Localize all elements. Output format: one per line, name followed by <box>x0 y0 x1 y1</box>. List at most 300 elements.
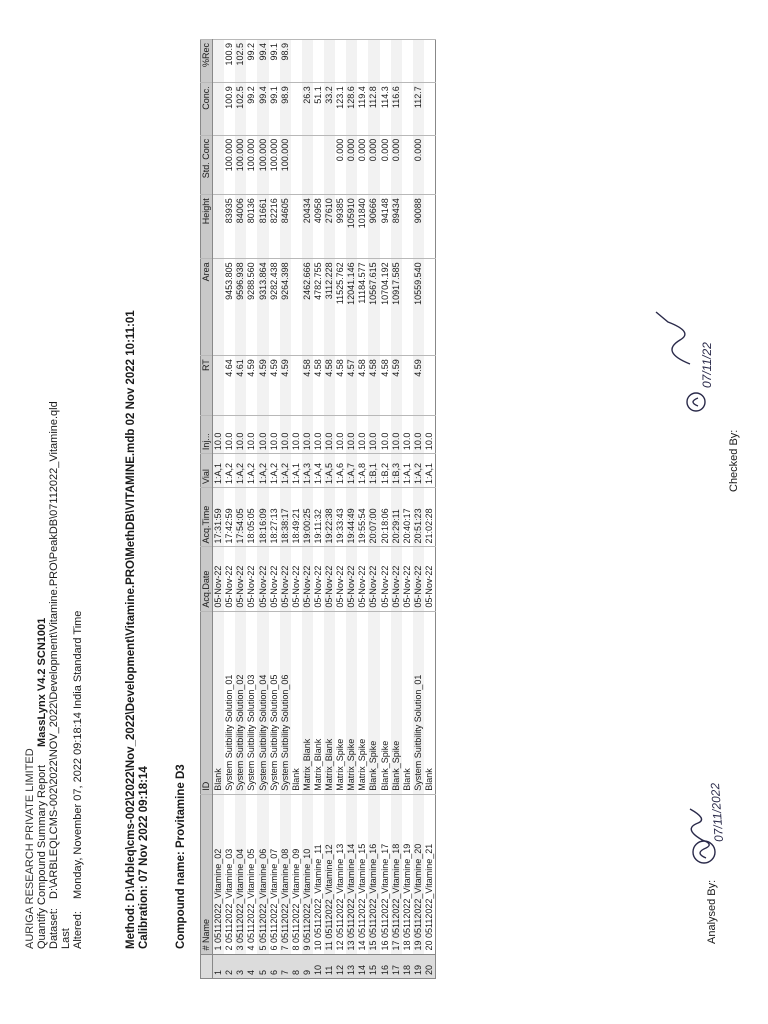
cell-area: 2462.666 <box>302 259 313 356</box>
cell-rt: 4.61 <box>235 356 246 415</box>
cell-rt <box>291 356 302 415</box>
cell-id: Matrix_Blank <box>324 611 335 794</box>
cell-std <box>313 135 324 194</box>
cell-height: 40958 <box>313 195 324 259</box>
cell-std: 100.000 <box>224 135 235 194</box>
cell-id: System Suitbility Solution_01 <box>413 611 424 794</box>
cell-area: 10567.615 <box>368 259 379 356</box>
cell-height: 20434 <box>302 195 313 259</box>
cell-vial: 1:B,1 <box>368 454 379 488</box>
cell-height: 99385 <box>335 195 346 259</box>
table-row <box>380 40 391 979</box>
cell-rt <box>213 356 225 415</box>
cell-conc: 119.4 <box>357 83 368 135</box>
cell-id: Matrix_Spike <box>357 611 368 794</box>
cell-id: Matrix_Blank <box>313 611 324 794</box>
cell-std <box>324 135 335 194</box>
cell-rec: 102.5 <box>235 40 246 83</box>
cell-rt <box>402 356 413 415</box>
cell-rt: 4.58 <box>368 356 379 415</box>
cell-rt: 4.59 <box>269 356 280 415</box>
cell-height: 90666 <box>368 195 379 259</box>
cell-time: 20:51:23 <box>413 487 424 546</box>
cell-inj: 10.0 <box>368 415 379 453</box>
cell-name: 5 05112022_Vitamine_06 <box>257 794 268 954</box>
cell-rec <box>368 40 379 83</box>
cell-rt: 4.57 <box>346 356 357 415</box>
cell-id: Matrix_Spike <box>335 611 346 794</box>
cell-time: 21:02:28 <box>424 487 436 546</box>
cell-std: 0.000 <box>391 135 402 194</box>
cell-date: 05-Nov-22 <box>357 547 368 611</box>
table-row <box>368 40 379 979</box>
cell-area: 9313.864 <box>257 259 268 356</box>
last-altered-line <box>60 401 84 949</box>
table-row <box>424 40 436 979</box>
cell-rt: 4.59 <box>280 356 291 415</box>
cell-time: 19:33:43 <box>335 487 346 546</box>
table-row <box>246 40 257 979</box>
cell-rec: 99.1 <box>269 40 280 83</box>
row-number: 5 <box>257 954 268 978</box>
cell-rt: 4.58 <box>380 356 391 415</box>
row-number: 6 <box>269 954 280 978</box>
cell-std <box>424 135 436 194</box>
cell-height: 80136 <box>246 195 257 259</box>
cell-id: Matrix_Blank <box>302 611 313 794</box>
cell-rt: 4.58 <box>324 356 335 415</box>
cell-conc: 116.6 <box>391 83 402 135</box>
cell-inj: 10.0 <box>213 415 225 453</box>
cell-date: 05-Nov-22 <box>235 547 246 611</box>
cell-rt <box>424 356 436 415</box>
row-number: 11 <box>324 954 335 978</box>
cell-inj: 10.0 <box>291 415 302 453</box>
dataset-label: Dataset: <box>48 908 60 949</box>
cell-inj: 10.0 <box>380 415 391 453</box>
cell-vial: 1:A,4 <box>313 454 324 488</box>
cell-name: 8 05112022_Vitamine_09 <box>291 794 302 954</box>
cell-name: 20 05112022_Vitamine_21 <box>424 794 436 954</box>
row-number: 12 <box>335 954 346 978</box>
cell-rec <box>402 40 413 83</box>
cell-id: Blank <box>424 611 436 794</box>
cell-rec: 99.2 <box>246 40 257 83</box>
cell-date: 05-Nov-22 <box>346 547 357 611</box>
cell-time: 19:11:32 <box>313 487 324 546</box>
organization-name: AURIGA RESEARCH PRIVATE LIMITED <box>24 748 36 949</box>
cell-name: 12 05112022_Vitamine_13 <box>335 794 346 954</box>
cell-date: 05-Nov-22 <box>368 547 379 611</box>
cell-area: 9453.805 <box>224 259 235 356</box>
cell-time: 19:55:54 <box>357 487 368 546</box>
cell-date: 05-Nov-22 <box>302 547 313 611</box>
column-header-rec: %Rec <box>201 40 213 83</box>
cell-std: 0.000 <box>380 135 391 194</box>
cell-name: 6 05112022_Vitamine_07 <box>269 794 280 954</box>
cell-time: 20:18:06 <box>380 487 391 546</box>
cell-date: 05-Nov-22 <box>413 547 424 611</box>
table-row <box>413 40 424 979</box>
cell-time: 17:54:05 <box>235 487 246 546</box>
cell-date: 05-Nov-22 <box>246 547 257 611</box>
row-number: 16 <box>380 954 391 978</box>
cell-rec <box>213 40 225 83</box>
cell-rt: 4.58 <box>357 356 368 415</box>
cell-rt: 4.58 <box>302 356 313 415</box>
column-header-std-conc: Std. Conc <box>201 135 213 194</box>
cell-name: 10 05112022_Vitamine_11 <box>313 794 324 954</box>
cell-std <box>302 135 313 194</box>
cell-date: 05-Nov-22 <box>291 547 302 611</box>
cell-height <box>402 195 413 259</box>
cell-inj: 10.0 <box>235 415 246 453</box>
cell-date: 05-Nov-22 <box>280 547 291 611</box>
last-altered-value: Monday, November 07, 2022 09:18:14 India Standard Time <box>72 610 84 899</box>
cell-std <box>402 135 413 194</box>
table-row <box>402 40 413 979</box>
column-header-height: Height <box>201 195 213 259</box>
cell-time: 18:27:13 <box>269 487 280 546</box>
cell-inj: 10.0 <box>257 415 268 453</box>
cell-id: System Suitbility Solution_04 <box>257 611 268 794</box>
cell-name: 3 05112022_Vitamine_04 <box>235 794 246 954</box>
cell-rt: 4.59 <box>413 356 424 415</box>
cell-height: 82216 <box>269 195 280 259</box>
cell-id: System Suitbility Solution_05 <box>269 611 280 794</box>
cell-inj: 10.0 <box>302 415 313 453</box>
cell-inj: 10.0 <box>335 415 346 453</box>
cell-conc: 99.2 <box>246 83 257 135</box>
column-header-id: ID <box>201 611 213 794</box>
cell-time: 19:44:49 <box>346 487 357 546</box>
cell-vial: 1:A,2 <box>246 454 257 488</box>
cell-conc <box>213 83 225 135</box>
report-title: Quantify Compound Summary Report <box>36 764 48 949</box>
cell-area: 4782.755 <box>313 259 324 356</box>
cell-height: 89434 <box>391 195 402 259</box>
analysed-by-label: Analysed By: <box>706 879 718 944</box>
cell-inj: 10.0 <box>424 415 436 453</box>
row-number: 9 <box>302 954 313 978</box>
cell-name: 11 05112022_Vitamine_12 <box>324 794 335 954</box>
cell-rt: 4.58 <box>335 356 346 415</box>
cell-rec: 98.9 <box>280 40 291 83</box>
cell-std: 100.000 <box>269 135 280 194</box>
software-version: MassLynx V4.2 SCN1001 <box>36 617 48 747</box>
cell-std: 100.000 <box>257 135 268 194</box>
cell-rt: 4.64 <box>224 356 235 415</box>
cell-height: 84605 <box>280 195 291 259</box>
cell-inj: 10.0 <box>224 415 235 453</box>
row-number: 14 <box>357 954 368 978</box>
cell-inj: 10.0 <box>357 415 368 453</box>
cell-time: 20:29:11 <box>391 487 402 546</box>
cell-date: 05-Nov-22 <box>269 547 280 611</box>
cell-inj: 10.0 <box>246 415 257 453</box>
row-number: 8 <box>291 954 302 978</box>
cell-inj: 10.0 <box>324 415 335 453</box>
cell-height: 101840 <box>357 195 368 259</box>
table-row <box>269 40 280 979</box>
table-row <box>291 40 302 979</box>
cell-conc: 99.1 <box>269 83 280 135</box>
table-row <box>224 40 235 979</box>
cell-rec <box>346 40 357 83</box>
cell-time: 20:40:17 <box>402 487 413 546</box>
cell-date: 05-Nov-22 <box>324 547 335 611</box>
cell-height: 94148 <box>380 195 391 259</box>
cell-date: 05-Nov-22 <box>391 547 402 611</box>
cell-vial: 1:B,3 <box>391 454 402 488</box>
cell-id: Blank <box>291 611 302 794</box>
cell-area: 11184.577 <box>357 259 368 356</box>
dataset-path: D:\ARBLEQLCMS-002\2022\NOV_2022\Development\Vitamine.PRO\PeakDB\07112022_Vitamine.qld <box>48 401 60 899</box>
row-number: 17 <box>391 954 402 978</box>
cell-rec <box>357 40 368 83</box>
cell-height: 84006 <box>235 195 246 259</box>
cell-inj: 10.0 <box>391 415 402 453</box>
cell-area <box>213 259 225 356</box>
row-number: 7 <box>280 954 291 978</box>
cell-area <box>402 259 413 356</box>
cell-vial: 1:A,2 <box>413 454 424 488</box>
cell-conc: 100.9 <box>224 83 235 135</box>
cell-rt: 4.59 <box>257 356 268 415</box>
cell-vial: 1:A,3 <box>302 454 313 488</box>
row-number: 1 <box>213 954 225 978</box>
cell-vial: 1:A,2 <box>257 454 268 488</box>
cell-inj: 10.0 <box>269 415 280 453</box>
cell-std: 100.000 <box>280 135 291 194</box>
cell-vial: 1:A,1 <box>424 454 436 488</box>
cell-name: 4 05112022_Vitamine_05 <box>246 794 257 954</box>
cell-vial: 1:A,1 <box>213 454 225 488</box>
column-header-area: Area <box>201 259 213 356</box>
cell-time: 18:16:09 <box>257 487 268 546</box>
cell-time: 17:42:59 <box>224 487 235 546</box>
cell-height: 105910 <box>346 195 357 259</box>
cell-conc <box>291 83 302 135</box>
cell-area <box>424 259 436 356</box>
cell-inj: 10.0 <box>280 415 291 453</box>
cell-vial: 1:A,2 <box>224 454 235 488</box>
report-header <box>24 401 84 949</box>
cell-time: 20:07:00 <box>368 487 379 546</box>
cell-vial: 1:A,2 <box>235 454 246 488</box>
cell-area: 12041.146 <box>346 259 357 356</box>
checked-signature-mark <box>660 304 730 424</box>
cell-id: System Suitbility Solution_01 <box>224 611 235 794</box>
cell-name: 18 05112022_Vitamine_19 <box>402 794 413 954</box>
cell-date: 05-Nov-22 <box>224 547 235 611</box>
cell-time: 18:49:21 <box>291 487 302 546</box>
cell-rec: 100.9 <box>224 40 235 83</box>
table-row <box>313 40 324 979</box>
dataset-line <box>48 401 60 949</box>
analysed-signature-date: 07/11/2022 <box>707 782 727 843</box>
column-header-rt: RT <box>201 356 213 415</box>
cell-vial: 1:A,2 <box>269 454 280 488</box>
table-row <box>335 40 346 979</box>
row-number: 13 <box>346 954 357 978</box>
cell-area: 9282.438 <box>269 259 280 356</box>
cell-name: 17 05112022_Vitamine_18 <box>391 794 402 954</box>
cell-rt: 4.59 <box>246 356 257 415</box>
table-row <box>324 40 335 979</box>
cell-rec: 99.4 <box>257 40 268 83</box>
cell-conc: 102.5 <box>235 83 246 135</box>
cell-rec <box>313 40 324 83</box>
compound-name: Compound name: Provitamine D3 <box>175 764 187 949</box>
cell-height: 90088 <box>413 195 424 259</box>
column-header-inj: Inj... <box>201 415 213 453</box>
cell-date: 05-Nov-22 <box>213 547 225 611</box>
cell-inj: 10.0 <box>413 415 424 453</box>
cell-name: 2 05112022_Vitamine_03 <box>224 794 235 954</box>
cell-height: 27610 <box>324 195 335 259</box>
cell-inj: 10.0 <box>346 415 357 453</box>
row-number: 18 <box>402 954 413 978</box>
cell-conc: 26.3 <box>302 83 313 135</box>
cell-vial: 1:B,2 <box>380 454 391 488</box>
column-header-name: # Name <box>201 794 213 954</box>
cell-std <box>213 135 225 194</box>
cell-height <box>291 195 302 259</box>
cell-rec <box>324 40 335 83</box>
cell-std: 0.000 <box>413 135 424 194</box>
row-number: 4 <box>246 954 257 978</box>
cell-conc: 123.1 <box>335 83 346 135</box>
cell-std: 0.000 <box>368 135 379 194</box>
cell-std: 0.000 <box>346 135 357 194</box>
cell-conc: 33.2 <box>324 83 335 135</box>
cell-rec <box>380 40 391 83</box>
cell-area: 10704.192 <box>380 259 391 356</box>
cell-id: System Suitbility Solution_03 <box>246 611 257 794</box>
cell-conc: 112.7 <box>413 83 424 135</box>
cell-rt: 4.59 <box>391 356 402 415</box>
cell-conc: 98.9 <box>280 83 291 135</box>
cell-conc: 112.8 <box>368 83 379 135</box>
cell-std: 100.000 <box>235 135 246 194</box>
table-header-row <box>201 40 213 979</box>
calibration-line: Calibration: 07 Nov 2022 09:18:14 <box>138 766 150 949</box>
cell-vial: 1:A,5 <box>324 454 335 488</box>
cell-vial: 1:A,1 <box>402 454 413 488</box>
checked-by-label: Checked By: <box>728 429 740 492</box>
checked-signature-date: 07/11/22 <box>700 342 714 388</box>
row-number-header <box>201 954 213 978</box>
cell-rec <box>413 40 424 83</box>
cell-area: 10917.585 <box>391 259 402 356</box>
cell-id: Blank <box>402 611 413 794</box>
cell-height <box>213 195 225 259</box>
cell-area: 10559.540 <box>413 259 424 356</box>
cell-name: 19 05112022_Vitamine_20 <box>413 794 424 954</box>
row-number: 19 <box>413 954 424 978</box>
cell-inj: 10.0 <box>402 415 413 453</box>
cell-vial: 1:A,6 <box>335 454 346 488</box>
last-altered-label: Last Altered: <box>60 911 84 949</box>
cell-id: Blank <box>213 611 225 794</box>
table-row <box>213 40 225 979</box>
cell-id: Blank_Spike <box>368 611 379 794</box>
table-row <box>391 40 402 979</box>
cell-name: 15 05112022_Vitamine_16 <box>368 794 379 954</box>
row-number: 3 <box>235 954 246 978</box>
row-number: 15 <box>368 954 379 978</box>
cell-id: Matrix_Spike <box>346 611 357 794</box>
cell-name: 9 05112022_Vitamine_10 <box>302 794 313 954</box>
table-row <box>302 40 313 979</box>
cell-time: 18:05:05 <box>246 487 257 546</box>
table-row <box>280 40 291 979</box>
table-row <box>346 40 357 979</box>
cell-conc: 99.4 <box>257 83 268 135</box>
cell-height: 81661 <box>257 195 268 259</box>
cell-vial: 1:A,2 <box>280 454 291 488</box>
table-row <box>257 40 268 979</box>
cell-vial: 1:A,7 <box>346 454 357 488</box>
cell-inj: 10.0 <box>313 415 324 453</box>
cell-std: 0.000 <box>357 135 368 194</box>
row-number: 10 <box>313 954 324 978</box>
cell-id: System Suitbility Solution_02 <box>235 611 246 794</box>
cell-name: 1 05112022_Vitamine_02 <box>213 794 225 954</box>
cell-conc <box>424 83 436 135</box>
table-row <box>235 40 246 979</box>
method-block <box>125 310 151 949</box>
cell-area <box>291 259 302 356</box>
cell-rec <box>302 40 313 83</box>
table-row <box>357 40 368 979</box>
cell-id: Blank_Spike <box>391 611 402 794</box>
column-header-acq-time: Acq.Time <box>201 487 213 546</box>
cell-vial: 1:A,8 <box>357 454 368 488</box>
cell-name: 13 05112022_Vitamine_14 <box>346 794 357 954</box>
cell-rec <box>391 40 402 83</box>
cell-date: 05-Nov-22 <box>402 547 413 611</box>
column-header-vial: Vial <box>201 454 213 488</box>
cell-rec <box>291 40 302 83</box>
cell-std: 0.000 <box>335 135 346 194</box>
cell-name: 16 05112022_Vitamine_17 <box>380 794 391 954</box>
cell-area: 9264.398 <box>280 259 291 356</box>
cell-conc: 51.1 <box>313 83 324 135</box>
cell-height <box>424 195 436 259</box>
column-header-conc: Conc. <box>201 83 213 135</box>
cell-conc: 114.3 <box>380 83 391 135</box>
cell-time: 18:38:17 <box>280 487 291 546</box>
cell-std: 100.000 <box>246 135 257 194</box>
cell-conc: 128.6 <box>346 83 357 135</box>
cell-date: 05-Nov-22 <box>257 547 268 611</box>
cell-date: 05-Nov-22 <box>424 547 436 611</box>
cell-date: 05-Nov-22 <box>380 547 391 611</box>
cell-date: 05-Nov-22 <box>313 547 324 611</box>
cell-vial: 1:A,1 <box>291 454 302 488</box>
method-line: Method: D:\Arbleq\cms-002\2022\Nov_2022\Development\Vitamine.PRO\MethDB\VITAMINE.mdb 02 Nov 2022 10:11:01 <box>125 310 137 949</box>
cell-rt: 4.58 <box>313 356 324 415</box>
row-number: 2 <box>224 954 235 978</box>
cell-std <box>291 135 302 194</box>
cell-time: 17:31:59 <box>213 487 225 546</box>
cell-area: 9288.560 <box>246 259 257 356</box>
cell-name: 7 05112022_Vitamine_08 <box>280 794 291 954</box>
cell-date: 05-Nov-22 <box>335 547 346 611</box>
cell-time: 19:22:38 <box>324 487 335 546</box>
